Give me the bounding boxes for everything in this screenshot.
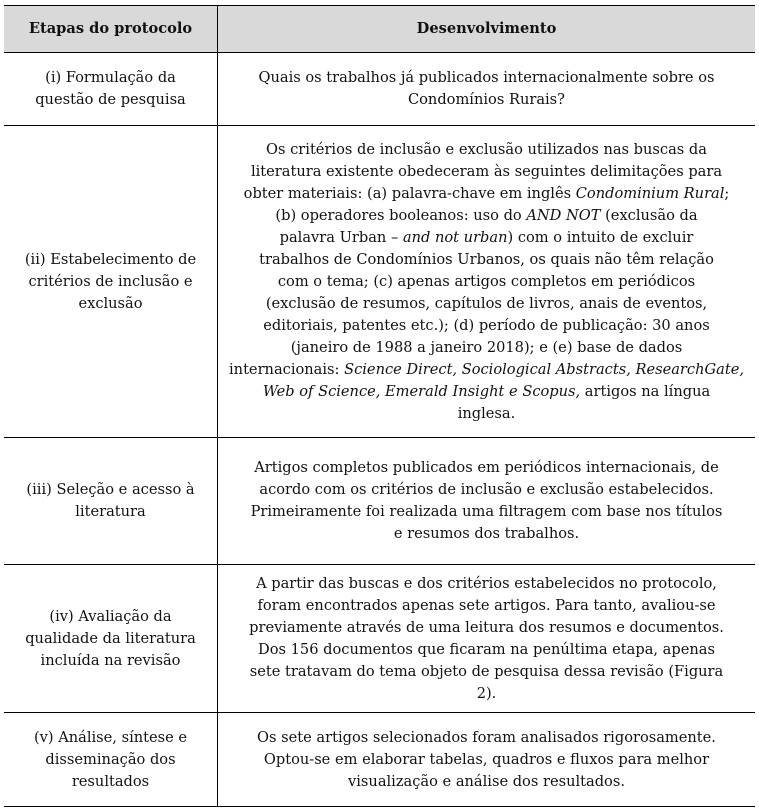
protocol-table: [4, 5, 755, 807]
development-text: [224, 727, 749, 749]
development-text: [224, 523, 749, 545]
development-text: [224, 139, 749, 161]
stage-text: questão de pesquisa: [35, 91, 186, 108]
stage-cell: [4, 53, 218, 126]
text: (janeiro de 1988 a janeiro 2018); e (e) base de dados: [290, 338, 683, 356]
development-text: [224, 337, 749, 359]
italic-text: AND NOT: [526, 206, 601, 224]
development-text: [224, 749, 749, 771]
stage-cell: [4, 713, 218, 807]
stage-cell: [4, 565, 218, 713]
development-text: [224, 271, 749, 293]
stage-text: critérios de inclusão e: [28, 272, 193, 290]
text: Quais os trabalhos já publicados internacionalmente sobre os: [258, 69, 715, 86]
development-text: [224, 161, 749, 183]
stage-text: (iv) Avaliação da: [49, 607, 172, 625]
development-text: [224, 479, 749, 501]
stage-text: resultados: [71, 772, 150, 790]
text: (b) operadores booleanos: uso do: [275, 206, 527, 224]
text: Os sete artigos selecionados foram analisados rigorosamente.: [257, 728, 716, 746]
development-cell: [218, 438, 756, 565]
development-text: [224, 67, 749, 89]
text: Primeiramente foi realizada uma filtragem com base nos títulos: [250, 503, 723, 520]
text: inglesa.: [457, 404, 516, 422]
text: (exclusão de resumos, capítulos de livros, anais de eventos,: [265, 294, 708, 312]
text: visualização e análise dos resultados.: [348, 772, 625, 790]
development-text: [224, 227, 749, 249]
text: com o tema; (c) apenas artigos completos em periódicos: [277, 272, 696, 290]
development-text: [224, 683, 749, 705]
text: ) com o intuito de excluir: [507, 228, 694, 246]
development-text: [224, 661, 749, 683]
development-text: [224, 573, 749, 595]
text: editoriais, patentes etc.); (d) período de publicação: 30 anos: [263, 316, 710, 334]
development-text: [224, 359, 749, 381]
development-text: [224, 249, 749, 271]
italic-text: Condominium Rural: [575, 184, 725, 202]
development-text: [224, 315, 749, 337]
stage-text: (ii) Estabelecimento de: [24, 250, 197, 268]
text: literatura existente obedeceram às seguintes delimitações para: [250, 162, 723, 180]
development-text: [224, 381, 749, 403]
development-text: [224, 639, 749, 661]
stage-text: (v) Análise, síntese e: [33, 728, 188, 746]
development-text: [224, 617, 749, 639]
development-text: [224, 293, 749, 315]
table-row: [4, 126, 755, 438]
development-cell: [218, 126, 756, 438]
development-cell: [218, 565, 756, 713]
italic-text: Science Direct, Sociological Abstracts, ResearchGate,: [344, 360, 744, 378]
header-development: Desenvolvimento: [218, 6, 756, 53]
text: Artigos completos publicados em periódicos internacionais, de: [254, 459, 719, 476]
stage-text: qualidade da literatura: [25, 629, 196, 647]
development-text: [224, 595, 749, 617]
text: sete tratavam do tema objeto de pesquisa dessa revisão (Figura: [249, 662, 724, 680]
text: A partir das buscas e dos critérios estabelecidos no protocolo,: [256, 574, 717, 592]
text: trabalhos de Condomínios Urbanos, os quais não têm relação: [259, 250, 714, 268]
text: (exclusão da: [600, 206, 698, 224]
table-row: [4, 53, 755, 126]
text: acordo com os critérios de inclusão e exclusão estabelecidos.: [259, 481, 714, 498]
text: Optou-se em elaborar tabelas, quadros e fluxos para melhor: [263, 750, 710, 768]
text: palavra Urban –: [279, 228, 403, 246]
development-text: [224, 89, 749, 111]
header-row: [4, 6, 755, 53]
text: Os critérios de inclusão e exclusão utilizados nas buscas da: [266, 140, 707, 158]
development-text: [224, 771, 749, 793]
text: obter materiais: (a) palavra-chave em inglês: [243, 184, 576, 202]
development-text: [224, 205, 749, 227]
table-row: [4, 565, 755, 713]
stage-text: (i) Formulação da: [45, 69, 176, 86]
text: Dos 156 documentos que ficaram na penúltima etapa, apenas: [258, 640, 715, 658]
text: e resumos dos trabalhos.: [393, 525, 580, 542]
stage-cell: [4, 438, 218, 565]
stage-cell: [4, 126, 218, 438]
development-text: [224, 183, 749, 205]
stage-text: (iii) Seleção e acesso à: [26, 481, 195, 498]
text: artigos na língua: [580, 382, 711, 400]
text: internacionais:: [229, 360, 345, 378]
table-row: [4, 438, 755, 565]
stage-text: literatura: [75, 503, 146, 520]
text: 2).: [476, 684, 497, 702]
development-text: [224, 501, 749, 523]
table-row: [4, 713, 755, 807]
stage-text: incluída na revisão: [40, 651, 181, 669]
text: previamente através de uma leitura dos resumos e documentos.: [249, 618, 724, 636]
development-cell: [218, 713, 756, 807]
development-text: [224, 403, 749, 425]
development-text: [224, 457, 749, 479]
stage-text: exclusão: [78, 294, 143, 312]
development-cell: [218, 53, 756, 126]
text: Condomínios Rurais?: [407, 91, 565, 108]
text: foram encontrados apenas sete artigos. Para tanto, avaliou-se: [257, 596, 716, 614]
italic-text: and not urban: [402, 228, 508, 246]
italic-text: Web of Science, Emerald Insight e Scopus,: [262, 382, 581, 400]
text: ;: [724, 184, 730, 202]
header-stages: Etapas do protocolo: [4, 6, 218, 53]
stage-text: disseminação dos: [45, 750, 176, 768]
